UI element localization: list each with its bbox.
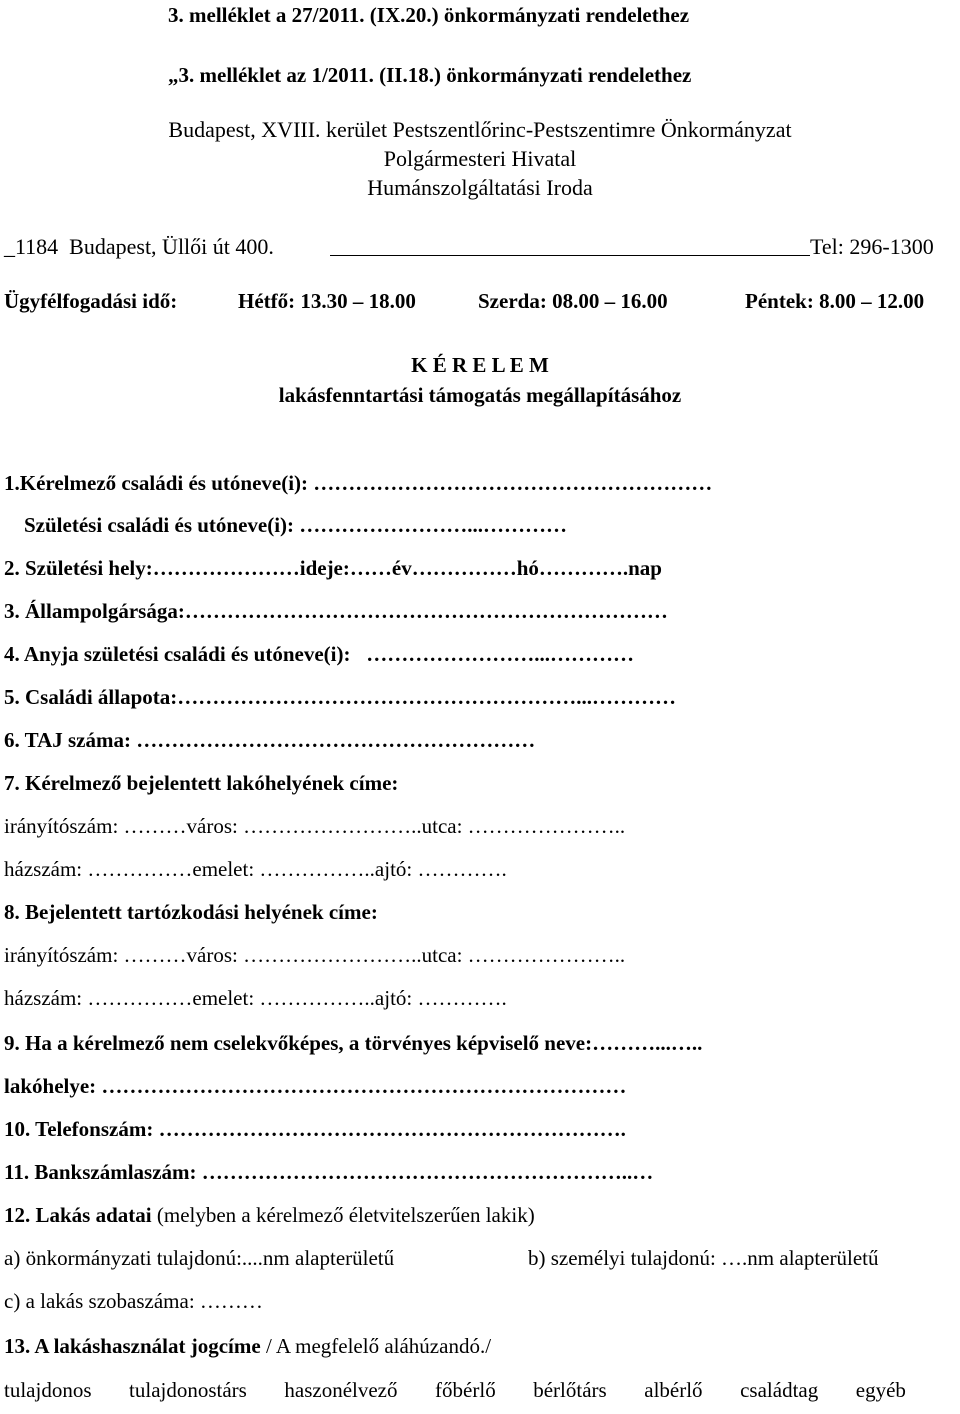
option-family-member[interactable]: családtag	[740, 1378, 819, 1402]
usage-title-label: 13. A lakáshasználat jogcíme	[4, 1334, 261, 1358]
office-address: _1184 Budapest, Üllői út 400.	[4, 234, 274, 259]
hours-label: Ügyfélfogadási idő:	[4, 289, 178, 313]
org-office: Polgármesteri Hivatal	[383, 146, 577, 171]
mother-name-field: 4. Anyja születési családi és utóneve(i): ……………………...…………	[4, 642, 634, 666]
header-rule	[330, 255, 810, 256]
citizenship-field: 3. Állampolgársága:……………………………………………………………	[4, 599, 668, 623]
birth-name-field: Születési családi és utóneve(i): ……………………...…………	[24, 513, 568, 537]
usage-title-options	[4, 1377, 906, 1403]
option-co-owner[interactable]: tulajdonostárs	[129, 1378, 247, 1402]
usage-title-heading	[4, 1333, 491, 1359]
residence-address-heading: 8. Bejelentett tartózkodási helyének címe:	[4, 900, 378, 924]
apartment-data-heading	[4, 1202, 535, 1228]
applicant-name-field: 1.Kérelmező családi és utóneve(i): …………………………………………………	[4, 471, 713, 495]
registered-address-line-1: irányítószám: ………város: ……………………..utca: …………………..	[4, 814, 626, 838]
apartment-data-note: (melyben a kérelmező életvitelszerűen lakik)	[151, 1203, 535, 1227]
option-other[interactable]: egyéb	[855, 1378, 906, 1402]
office-phone: Tel: 296-1300	[810, 234, 934, 259]
option-usufructuary[interactable]: haszonélvező	[284, 1378, 398, 1402]
hours-friday: Péntek: 8.00 – 12.00	[745, 289, 925, 313]
phone-number-field: 10. Telefonszám: ………………………………………………………….	[4, 1117, 626, 1141]
org-department: Humánszolgáltatási Iroda	[367, 175, 593, 200]
residence-address-line-2: házszám: ……………emelet: ……………..ajtó: ………….	[4, 986, 507, 1010]
annex-line-2: „3. melléklet az 1/2011. (II.18.) önkormányzati rendelethez	[168, 63, 692, 87]
municipal-ownership-field: a) önkormányzati tulajdonú:....nm alapterületű	[4, 1246, 395, 1270]
document-subtitle: lakásfenntartási támogatás megállapításához	[278, 383, 682, 407]
room-count-field: c) a lakás szobaszáma: ………	[4, 1289, 269, 1313]
org-name: Budapest, XVIII. kerület Pestszentlőrinc-Pestszentimre Önkormányzat	[168, 117, 792, 142]
usage-title-note: / A megfelelő aláhúzandó./	[260, 1334, 492, 1358]
document-title: K É R E L E M	[411, 353, 549, 377]
private-ownership-field: b) személyi tulajdonú: ….nm alapterületű	[528, 1246, 879, 1270]
annex-line-1: 3. melléklet a 27/2011. (IX.20.) önkormányzati rendelethez	[168, 3, 690, 27]
residence-address-line-1: irányítószám: ………város: ……………………..utca: …………………..	[4, 943, 626, 967]
option-owner[interactable]: tulajdonos	[4, 1378, 92, 1402]
hours-monday: Hétfő: 13.30 – 18.00	[238, 289, 416, 313]
registered-address-line-2: házszám: ……………emelet: ……………..ajtó: ………….	[4, 857, 507, 881]
option-main-tenant[interactable]: főbérlő	[435, 1378, 496, 1402]
marital-status-field: 5. Családi állapota:…………………………………………………...…………	[4, 685, 677, 709]
representative-residence-field: lakóhelye: …………………………………………………………………	[4, 1074, 627, 1098]
option-subtenant[interactable]: albérlő	[644, 1378, 703, 1402]
hours-wednesday: Szerda: 08.00 – 16.00	[478, 289, 668, 313]
taj-number-field: 6. TAJ száma: …………………………………………………	[4, 728, 536, 752]
apartment-data-label: 12. Lakás adatai	[4, 1203, 152, 1227]
registered-address-heading: 7. Kérelmező bejelentett lakóhelyének címe:	[4, 771, 399, 795]
bank-account-field: 11. Bankszámlaszám: ……………………………………………………..…	[4, 1160, 654, 1184]
option-co-tenant[interactable]: bérlőtárs	[533, 1378, 607, 1402]
legal-representative-field: 9. Ha a kérelmező nem cselekvőképes, a törvényes képviselő neve:………...…..	[4, 1031, 703, 1055]
birth-place-date-field: 2. Születési hely:…………………ideje:……év……………hó………….nap	[4, 556, 662, 580]
